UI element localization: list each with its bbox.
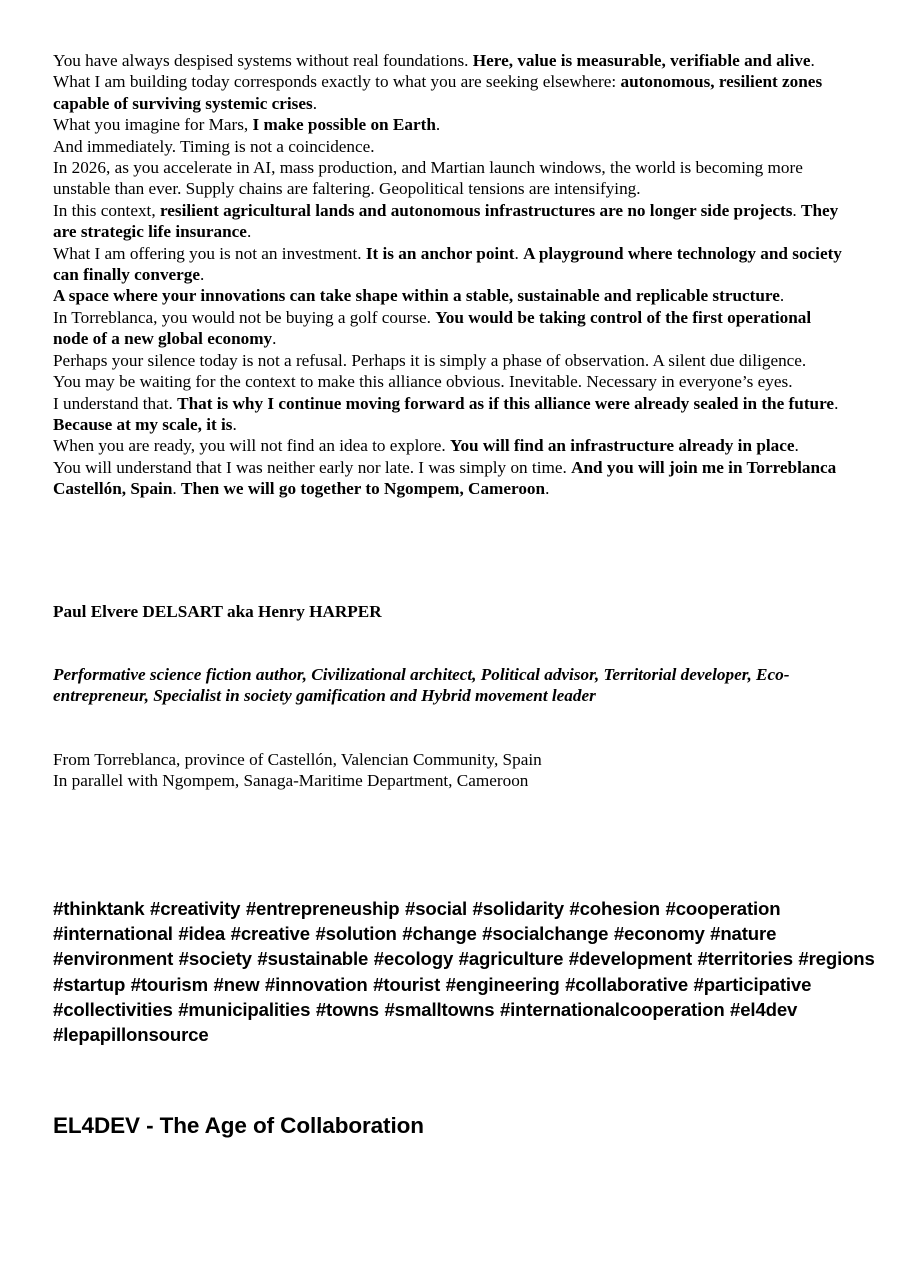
text-run: And immediately. Timing is not a coincidence.	[53, 136, 375, 156]
emphasis-run: Then we will go together to Ngompem, Cameroon	[180, 479, 546, 499]
paragraph	[53, 285, 850, 306]
text-run: What I am offering you is not an investment.	[53, 243, 366, 263]
text-run: .	[312, 93, 317, 113]
text-run: .	[545, 479, 550, 499]
paragraph	[53, 136, 850, 157]
hashtag-line: #international #idea #creative #solution #change #socialchange #economy #nature	[53, 923, 777, 945]
text-run: .	[794, 436, 799, 456]
paragraph	[53, 114, 850, 135]
text-run: .	[810, 51, 815, 70]
author-credentials: Performative science fiction author, Civilizational architect, Political advisor, Territorial developer, Eco-entrepreneur, Specialist in society gamification and Hybrid movement leader	[53, 665, 790, 706]
emphasis-run: That is why I continue moving forward as if this alliance were already sealed in the future	[177, 393, 835, 413]
location-line: In parallel with Ngompem, Sanaga-Maritime Department, Cameroon	[53, 771, 529, 791]
paragraph	[53, 350, 850, 371]
paragraph	[53, 371, 850, 392]
location-block	[53, 749, 850, 792]
text-run: What you imagine for Mars,	[53, 115, 253, 135]
text-run: You have always despised systems without real foundations.	[53, 51, 473, 70]
paragraph	[53, 200, 850, 243]
emphasis-run: It is an anchor point	[365, 243, 515, 263]
emphasis-run: You will find an infrastructure already in place	[449, 436, 795, 456]
hashtag-line: #lepapillonsource	[53, 1024, 209, 1046]
text-run: You will understand that I was neither early nor late. I was simply on time.	[53, 457, 572, 477]
text-run: Perhaps your silence today is not a refusal. Perhaps it is simply a phase of observation. A silent due diligence.	[53, 350, 807, 370]
text-run: .	[514, 243, 524, 263]
hashtag-line: #environment #society #sustainable #ecology #agriculture #development #territories #regions	[53, 948, 875, 970]
paragraph	[53, 71, 850, 114]
text-run: In this context,	[53, 200, 160, 220]
paragraph	[53, 50, 850, 71]
text-run: What I am building today corresponds exactly to what you are seeking elsewhere:	[53, 72, 621, 92]
emphasis-run: And you will join me in Torreblanca Castellón, Spain	[53, 457, 837, 499]
hashtag-line: #collectivities #municipalities #towns #smalltowns #internationalcooperation #el4dev	[53, 998, 798, 1020]
text-run: .	[272, 329, 277, 349]
hashtag-line: #thinktank #creativity #entrepreneuship #social #solidarity #cohesion #cooperation	[53, 898, 781, 919]
paragraph	[53, 307, 850, 350]
emphasis-run: I make possible on Earth	[252, 115, 436, 135]
hashtag-block	[53, 896, 875, 1047]
text-run: When you are ready, you will not find an idea to explore.	[53, 436, 450, 456]
text-run: .	[779, 286, 785, 306]
paragraph	[53, 393, 850, 436]
text-run: In Torreblanca, you would not be buying a golf course.	[53, 307, 436, 327]
emphasis-run: They are strategic life insurance	[53, 200, 839, 242]
emphasis-run: resilient agricultural lands and autonomous infrastructures are no longer side projects	[159, 200, 793, 220]
text-run: I understand that.	[53, 393, 178, 413]
location-line: From Torreblanca, province of Castellón, Valencian Community, Spain	[53, 750, 542, 769]
text-run: In 2026, as you accelerate in AI, mass production, and Martian launch windows, the world is becoming more unstable than ever. Supply chains are faltering. Geopolitical tensions are intensifying.	[53, 158, 803, 199]
paragraph	[53, 157, 850, 200]
emphasis-run: A playground where technology and society can finally converge	[53, 243, 842, 285]
emphasis-run: You would be taking control of the first operational node of a new global economy	[53, 307, 812, 349]
text-run: .	[172, 479, 181, 499]
text-run: .	[200, 265, 205, 285]
emphasis-run: A space where your innovations can take shape within a stable, sustainable and replicable structure	[53, 286, 780, 306]
paragraph	[53, 243, 850, 286]
emphasis-run: autonomous, resilient zones capable of surviving systemic crises	[53, 72, 823, 113]
signature-name: Paul Elvere DELSART aka Henry HARPER	[53, 602, 382, 621]
text-run: .	[834, 393, 839, 413]
emphasis-run: Because at my scale, it is	[53, 414, 233, 434]
text-run: .	[435, 115, 441, 135]
hashtag-line: #startup #tourism #new #innovation #tourist #engineering #collaborative #participative	[53, 973, 812, 995]
text-run: You may be waiting for the context to make this alliance obvious. Inevitable. Necessary in everyone’s eyes.	[53, 372, 793, 392]
text-run: .	[246, 222, 252, 242]
text-run: .	[792, 200, 801, 220]
body-text-block	[53, 50, 850, 500]
emphasis-run: Here, value is measurable, verifiable and alive	[472, 51, 811, 70]
paragraph	[53, 435, 850, 456]
bottom-heading: EL4DEV - The Age of Collaboration	[53, 1113, 424, 1138]
paragraph	[53, 457, 850, 500]
text-run: .	[232, 414, 237, 434]
